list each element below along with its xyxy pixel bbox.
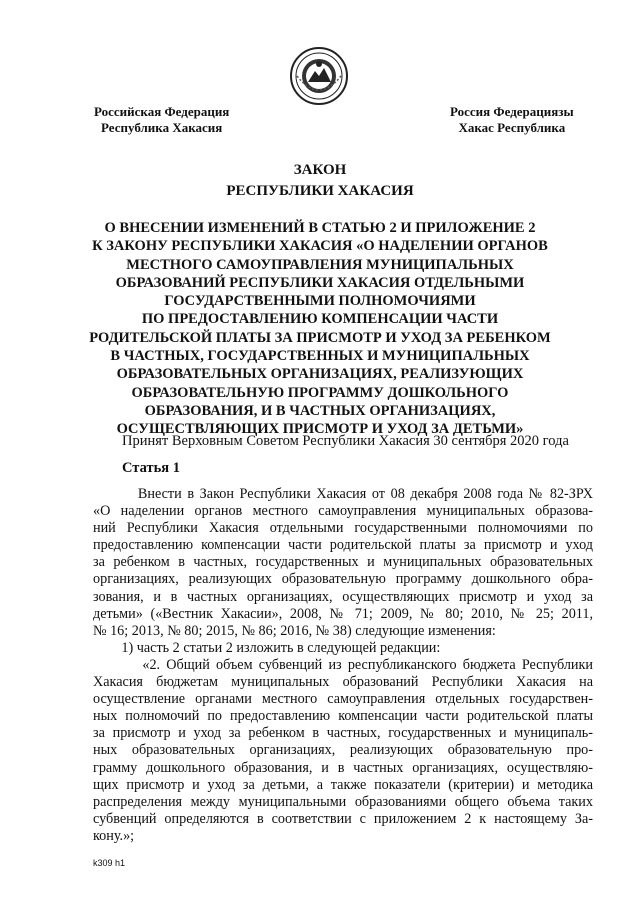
body-line: Хакасия бюджетам муниципальных образований Республики Хакасия на: [93, 674, 593, 691]
body-line: ных полномочий по предоставлению компенсации части родительской платы: [93, 708, 593, 725]
body-line: распределения между муниципальными образованиями общего объема таких: [93, 793, 593, 810]
title-line: К ЗАКОНУ РЕСПУБЛИКИ ХАКАСИЯ «О НАДЕЛЕНИИ ОРГАНОВ: [92, 238, 548, 255]
body-line: за присмотр и уход за ребенком в частных, государственных и муниципаль-: [93, 725, 593, 742]
coat-of-arms-emblem: [289, 46, 349, 106]
header-right: [450, 104, 574, 136]
republic-name-kh: Хакас Республика: [458, 120, 566, 135]
body-line: 1) часть 2 статьи 2 изложить в следующей редакции:: [93, 639, 441, 656]
body-line: щих присмотр и уход за детьми, а также показатели (критерии) и методика: [93, 776, 593, 793]
body-line: зования, и в частных организациях, осуществляющих присмотр и уход за: [93, 588, 593, 605]
title-line: ГОСУДАРСТВЕННЫМИ ПОЛНОМОЧИЯМИ: [164, 293, 476, 310]
law-republic: РЕСПУБЛИКИ ХАКАСИЯ: [226, 183, 414, 199]
title-line: В ЧАСТНЫХ, ГОСУДАРСТВЕННЫХ И МУНИЦИПАЛЬНЫХ: [110, 348, 530, 365]
body-line: № 16; 2013, № 80; 2015, № 86; 2016, № 38) следующие изменения:: [93, 622, 496, 639]
body-line: кону.»;: [93, 827, 135, 844]
adoption-statement: Принят Верховным Советом Республики Хакасия 30 сентября 2020 года: [122, 433, 569, 449]
title-line: ОБРАЗОВАТЕЛЬНУЮ ПРОГРАММУ ДОШКОЛЬНОГО: [131, 384, 509, 401]
body-line: субвенций определяются в соответствии с приложением 2 к настоящему За-: [93, 810, 593, 827]
article-body: [93, 486, 593, 845]
body-line: предоставлению компенсации части родительской платы за присмотр и уход: [93, 537, 593, 554]
law-title: [60, 219, 580, 439]
body-line: ний Республики Хакасия отдельными государственными полномочиями по: [93, 520, 593, 537]
country-name-ru: Российская Федерация: [94, 104, 230, 119]
title-line: ОБРАЗОВАНИЯ, И В ЧАСТНЫХ ОРГАНИЗАЦИЯХ,: [144, 402, 496, 419]
body-line: детьми» («Вестник Хакасии», 2008, № 71; 2009, № 80; 2010, № 25; 2011,: [93, 605, 593, 622]
title-line: ОБРАЗОВАТЕЛЬНЫХ ОРГАНИЗАЦИЯХ, РЕАЛИЗУЮЩИХ: [116, 366, 524, 383]
header-left: [94, 104, 229, 136]
title-line: ОСУЩЕСТВЛЯЮЩИХ ПРИСМОТР И УХОД ЗА ДЕТЬМИ»: [116, 421, 524, 438]
law-heading: [60, 160, 580, 202]
body-line: «2. Общий объем субвенций из республиканского бюджета Республики: [93, 656, 593, 673]
title-line: МЕСТНОГО САМОУПРАВЛЕНИЯ МУНИЦИПАЛЬНЫХ: [126, 256, 514, 273]
body-line: организациях, реализующих образовательную программу дошкольного обра-: [93, 571, 593, 588]
document-code: k309 h1: [93, 858, 126, 868]
article-heading: Статья 1: [122, 460, 180, 476]
title-line: РОДИТЕЛЬСКОЙ ПЛАТЫ ЗА ПРИСМОТР И УХОД ЗА РЕБЕНКОМ: [89, 329, 551, 346]
law-word: ЗАКОН: [293, 162, 347, 178]
title-line: ПО ПРЕДОСТАВЛЕНИЮ КОМПЕНСАЦИИ ЧАСТИ: [141, 311, 499, 328]
body-line: осуществление органами местного самоуправления отдельных государствен-: [93, 691, 593, 708]
title-line: ОБРАЗОВАНИЙ РЕСПУБЛИКИ ХАКАСИЯ ОТДЕЛЬНЫМИ: [115, 274, 525, 291]
title-line: О ВНЕСЕНИИ ИЗМЕНЕНИЙ В СТАТЬЮ 2 И ПРИЛОЖЕНИЕ 2: [104, 220, 536, 236]
body-line: ных образовательных организациях, реализующих образовательную про-: [93, 742, 593, 759]
body-line: Внести в Закон Республики Хакасия от 08 декабря 2008 года № 82-ЗРХ: [93, 486, 593, 502]
country-name-kh: Россия Федерациязы: [450, 104, 574, 119]
republic-name-ru: Республика Хакасия: [101, 120, 223, 135]
body-line: за ребенком в частных, государственных и муниципальных образовательных: [93, 554, 593, 571]
body-line: грамму дошкольного образования, и в частных организациях, осуществляю-: [93, 759, 593, 776]
body-line: «О наделении органов местного самоуправления муниципальных образова-: [93, 503, 593, 520]
